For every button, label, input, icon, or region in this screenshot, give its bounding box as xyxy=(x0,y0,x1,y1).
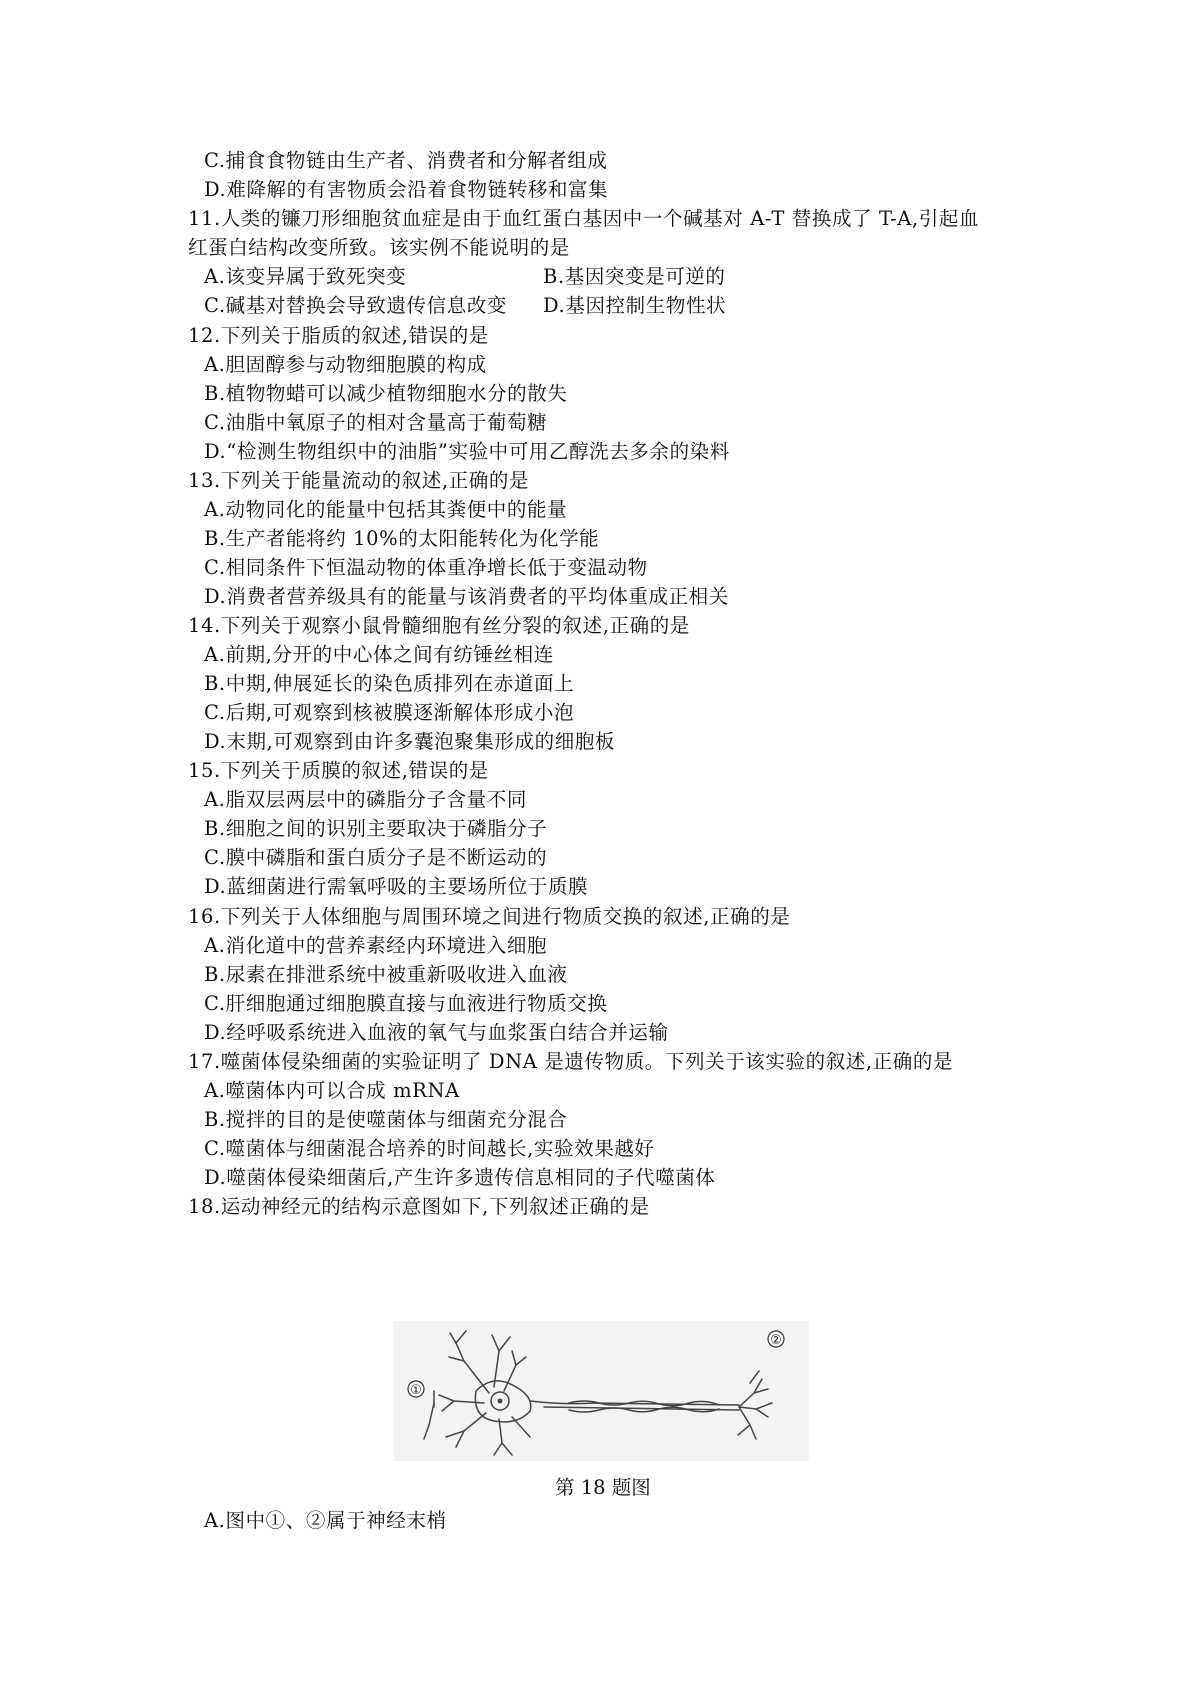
q15-stem: 15.下列关于质膜的叙述,错误的是 xyxy=(188,759,489,782)
q11-option-d: D.基因控制生物性状 xyxy=(543,294,727,317)
q12-stem: 12.下列关于脂质的叙述,错误的是 xyxy=(188,324,489,347)
q13-option-d: D.消费者营养级具有的能量与该消费者的平均体重成正相关 xyxy=(204,585,729,608)
q12-option-a: A.胆固醇参与动物细胞膜的构成 xyxy=(204,353,487,376)
q11-option-c: C.碱基对替换会导致遗传信息改变 xyxy=(204,294,508,317)
q14-stem: 14.下列关于观察小鼠骨髓细胞有丝分裂的叙述,正确的是 xyxy=(188,614,690,637)
q18-option-a: A.图中①、②属于神经末梢 xyxy=(204,1509,447,1532)
q17-stem: 17.噬菌体侵染细菌的实验证明了 DNA 是遗传物质。下列关于该实验的叙述,正确的是 xyxy=(188,1050,954,1073)
q15-option-c: C.膜中磷脂和蛋白质分子是不断运动的 xyxy=(204,846,548,869)
q10-option-c: C.捕食食物链由生产者、消费者和分解者组成 xyxy=(204,149,608,172)
q14-option-c: C.后期,可观察到核被膜逐渐解体形成小泡 xyxy=(204,701,575,724)
q17-option-b: B.搅拌的目的是使噬菌体与细菌充分混合 xyxy=(204,1108,568,1131)
q12-option-d: D.“检测生物组织中的油脂”实验中可用乙醇洗去多余的染料 xyxy=(204,440,730,463)
q17-option-a: A.噬菌体内可以合成 mRNA xyxy=(204,1079,460,1102)
q13-stem: 13.下列关于能量流动的叙述,正确的是 xyxy=(188,469,530,492)
q11-option-b: B.基因突变是可逆的 xyxy=(543,265,726,288)
q17-option-c: C.噬菌体与细菌混合培养的时间越长,实验效果越好 xyxy=(204,1137,655,1160)
q14-option-b: B.中期,伸展延长的染色质排列在赤道面上 xyxy=(204,672,575,695)
q13-option-b: B.生产者能将约 10%的太阳能转化为化学能 xyxy=(204,527,600,550)
neuron-figure xyxy=(394,1321,809,1461)
q10-option-d: D.难降解的有害物质会沿着食物链转移和富集 xyxy=(204,178,609,201)
q13-option-c: C.相同条件下恒温动物的体重净增长低于变温动物 xyxy=(204,556,648,579)
q11-option-a: A.该变异属于致死突变 xyxy=(204,265,407,288)
q14-option-a: A.前期,分开的中心体之间有纺锤丝相连 xyxy=(204,643,554,666)
figure-label-2: ② xyxy=(770,1333,782,1348)
q17-option-d: D.噬菌体侵染细菌后,产生许多遗传信息相同的子代噬菌体 xyxy=(204,1166,716,1189)
q15-option-a: A.脂双层两层中的磷脂分子含量不同 xyxy=(204,788,527,811)
figure-caption: 第 18 题图 xyxy=(555,1476,651,1499)
q11-stem-cont: 红蛋白结构改变所致。该实例不能说明的是 xyxy=(188,236,570,259)
q16-option-b: B.尿素在排泄系统中被重新吸收进入血液 xyxy=(204,963,568,986)
q12-option-b: B.植物物蜡可以减少植物细胞水分的散失 xyxy=(204,382,568,405)
q16-option-c: C.肝细胞通过细胞膜直接与血液进行物质交换 xyxy=(204,992,608,1015)
neuron-diagram xyxy=(394,1321,809,1461)
q15-option-d: D.蓝细菌进行需氧呼吸的主要场所位于质膜 xyxy=(204,875,589,898)
q18-stem: 18.运动神经元的结构示意图如下,下列叙述正确的是 xyxy=(188,1195,650,1218)
figure-label-1: ① xyxy=(410,1383,422,1398)
q16-option-a: A.消化道中的营养素经内环境进入细胞 xyxy=(204,934,548,957)
q15-option-b: B.细胞之间的识别主要取决于磷脂分子 xyxy=(204,817,548,840)
q12-option-c: C.油脂中氧原子的相对含量高于葡萄糖 xyxy=(204,411,548,434)
q16-stem: 16.下列关于人体细胞与周围环境之间进行物质交换的叙述,正确的是 xyxy=(188,905,791,928)
q14-option-d: D.末期,可观察到由许多囊泡聚集形成的细胞板 xyxy=(204,730,616,753)
q11-stem: 11.人类的镰刀形细胞贫血症是由于血红蛋白基因中一个碱基对 A-T 替换成了 T-A,引起血 xyxy=(188,207,980,230)
q13-option-a: A.动物同化的能量中包括其粪便中的能量 xyxy=(204,498,568,521)
q16-option-d: D.经呼吸系统进入血液的氧气与血浆蛋白结合并运输 xyxy=(204,1021,669,1044)
